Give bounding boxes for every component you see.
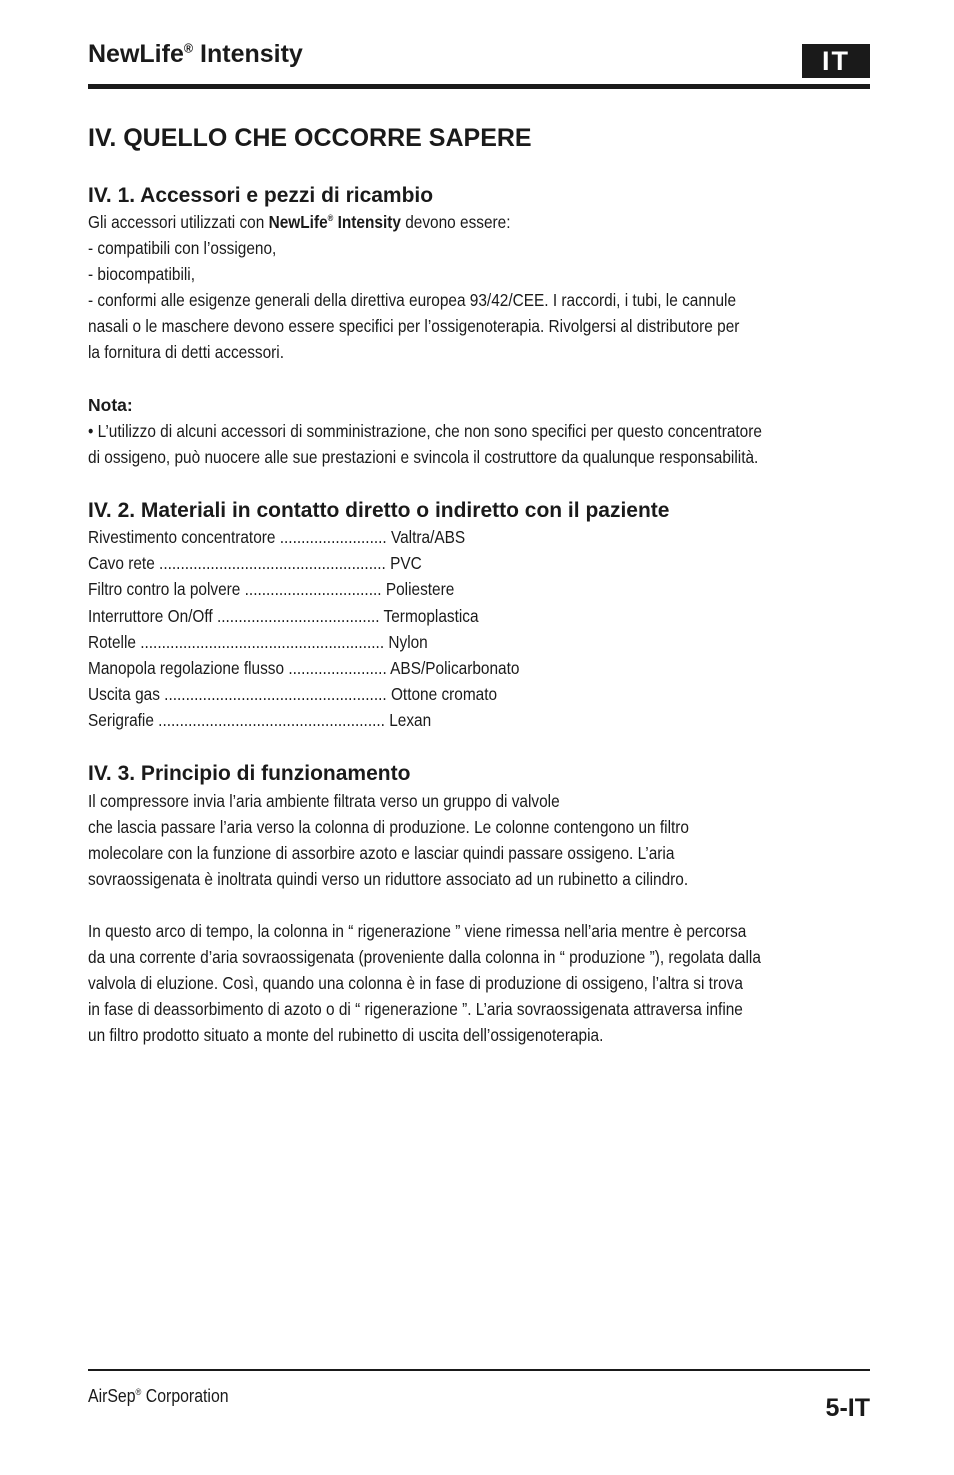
s1-heading: IV. 1. Accessori e pezzi di ricambio (88, 184, 434, 207)
header-product: Intensity (193, 40, 303, 68)
s1-intro-post: devono essere: (400, 212, 511, 232)
s1-body (88, 209, 783, 365)
material-row: Serigrafie ..................................................... Lexan (88, 710, 432, 731)
footer-company-name: AirSep (88, 1386, 136, 1406)
material-row: Uscita gas .................................................... Ottone cromato (88, 684, 498, 705)
s3-p2-line: valvola di eluzione. Così, quando una colonna è in fase di produzione di ossigeno, l’altra si trova (88, 973, 743, 993)
page-number: 5-IT (825, 1394, 870, 1422)
s3-paragraph-2 (88, 918, 783, 1048)
language-badge: IT (802, 44, 870, 78)
s3-p2-line: un filtro prodotto situato a monte del rubinetto di uscita dell’ossigenoterapia. (88, 1025, 604, 1045)
note-label: Nota: (88, 395, 133, 415)
material-row: Interruttore On/Off ...................................... Termoplastica (88, 605, 479, 626)
s1-item-3-line-1: - conformi alle esigenze generali della direttiva europea 93/42/CEE. I raccordi, i tubi, le cannule (88, 290, 737, 310)
section-title: IV. QUELLO CHE OCCORRE SAPERE (88, 124, 532, 152)
s1-intro-reg: ® (327, 213, 334, 224)
s3-p2-line: In questo arco di tempo, la colonna in “ rigenerazione ” viene rimessa nell’aria mentre è percorsa (88, 921, 747, 941)
material-row: Manopola regolazione flusso ....................... ABS/Policarbonato (88, 657, 520, 678)
material-row: Cavo rete ..................................................... PVC (88, 553, 422, 574)
header-divider (88, 84, 870, 89)
footer-reg-mark: ® (135, 1387, 142, 1397)
note-line-2: di ossigeno, può nuocere alle sue prestazioni e svincola il costruttore da qualunque responsabilità. (88, 447, 759, 467)
s1-item-3-line-3: la fornitura di detti accessori. (88, 342, 285, 362)
s1-item-3-line-2: nasali o le maschere devono essere specifici per l’ossigenoterapia. Rivolgersi al distributore per (88, 316, 740, 336)
note-line-1: • L’utilizzo di alcuni accessori di somministrazione, che non sono specifici per questo concentratore (88, 421, 762, 441)
s1-item-2: - biocompatibili, (88, 264, 195, 284)
footer-divider (88, 1369, 870, 1371)
header-brand: NewLife (88, 40, 184, 68)
s1-item-1: - compatibili con l’ossigeno, (88, 238, 277, 258)
footer-company (88, 1386, 229, 1407)
header-reg-mark: ® (183, 41, 194, 56)
s3-p1-line: molecolare con la funzione di assorbire azoto e lasciar quindi passare ossigeno. L’aria (88, 843, 675, 863)
footer-company-suffix: Corporation (141, 1386, 229, 1406)
s1-intro-brand: NewLife (268, 212, 328, 232)
s3-p2-line: in fase di deassorbimento di azoto o di “ rigenerazione ”. L’aria sovraossigenata attraversa infine (88, 999, 743, 1019)
s3-heading: IV. 3. Principio di funzionamento (88, 762, 411, 785)
material-row: Rivestimento concentratore ......................... Valtra/ABS (88, 527, 466, 547)
material-row: Filtro contro la polvere ................................ Poliestere (88, 579, 455, 600)
note-body (88, 418, 783, 470)
s3-p1-line: che lascia passare l’aria verso la colonna di produzione. Le colonne contengono un filtro (88, 817, 689, 837)
header-title (88, 40, 303, 69)
materials-list (88, 524, 783, 734)
s1-intro-product: Intensity (333, 212, 401, 232)
s3-p1-line: Il compressore invia l’aria ambiente filtrata verso un gruppo di valvole (88, 791, 560, 811)
s1-intro (88, 209, 783, 235)
s3-p2-line: da una corrente d’aria sovraossigenata (proveniente dalla colonna in “ produzione ”), regolata dalla (88, 947, 761, 967)
material-row: Rotelle ......................................................... Nylon (88, 631, 428, 652)
s2-heading: IV. 2. Materiali in contatto diretto o indiretto con il paziente (88, 499, 670, 522)
s3-p1-line: sovraossigenata è inoltrata quindi verso un riduttore associato ad un rubinetto a cilindro. (88, 869, 689, 889)
s3-paragraph-1 (88, 788, 783, 892)
s1-intro-pre: Gli accessori utilizzati con (88, 212, 269, 232)
